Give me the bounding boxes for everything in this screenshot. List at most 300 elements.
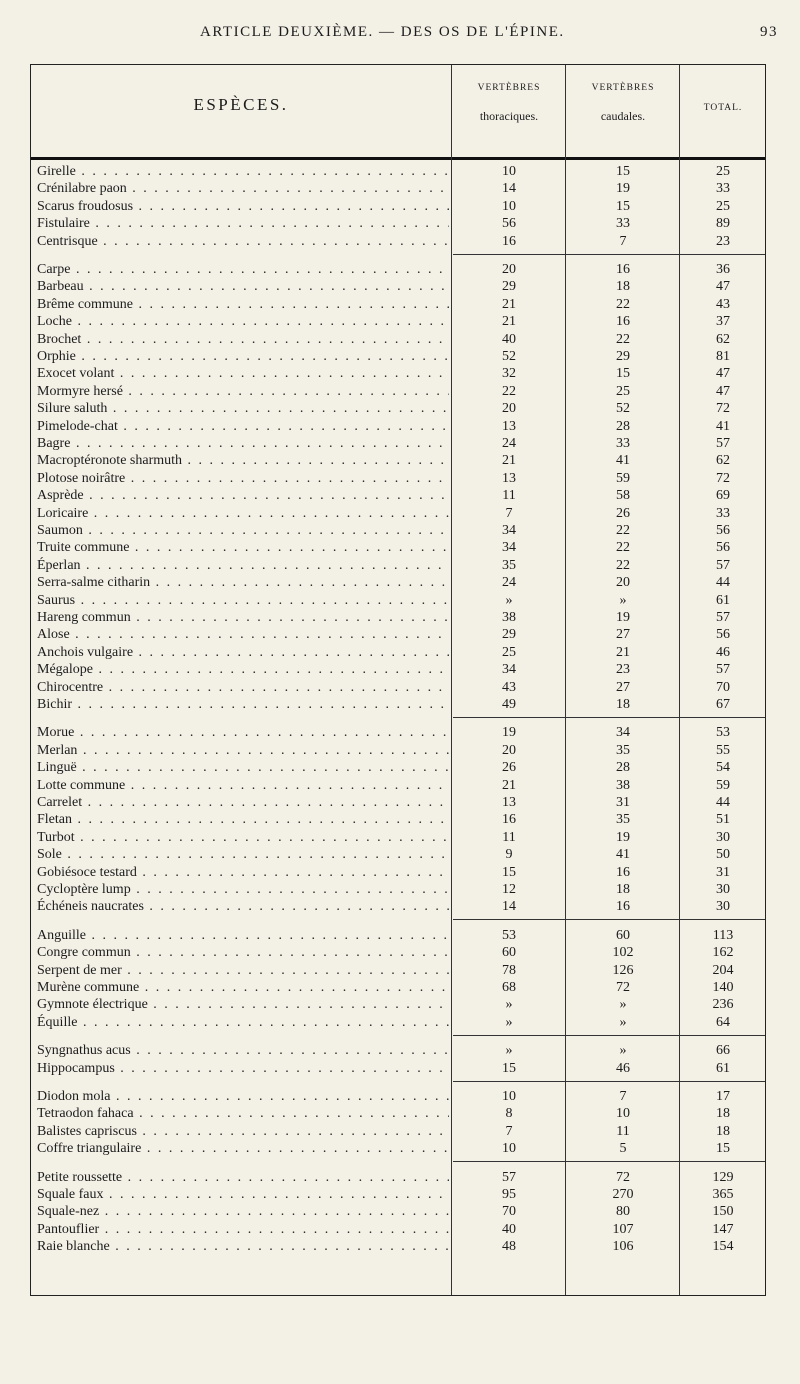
total-count: 147 bbox=[712, 1221, 734, 1237]
total-count: 41 bbox=[716, 418, 730, 434]
table-row bbox=[31, 759, 765, 776]
caudal-count: » bbox=[619, 997, 627, 1013]
species-name: Brême commune . . . bbox=[37, 296, 449, 313]
species-name: Loche . . . bbox=[37, 313, 449, 330]
species-name: Syngnathus acus . . . bbox=[37, 1042, 449, 1059]
table-row bbox=[31, 1140, 765, 1157]
group-separator bbox=[453, 1035, 765, 1036]
total-count: 140 bbox=[712, 980, 734, 995]
caudal-count: 22 bbox=[616, 557, 630, 573]
species-name: Lotte commune . . . bbox=[37, 777, 449, 794]
thoracic-count: 40 bbox=[502, 331, 516, 347]
total-count: 37 bbox=[716, 314, 730, 330]
caudal-count: 35 bbox=[616, 812, 630, 828]
table-row bbox=[31, 313, 765, 330]
table-row bbox=[31, 400, 765, 417]
caudal-count: 22 bbox=[616, 296, 630, 312]
thoracic-count: » bbox=[505, 592, 513, 608]
thoracic-count: 52 bbox=[502, 349, 516, 364]
table-row bbox=[31, 881, 765, 898]
caudal-count: 26 bbox=[616, 505, 630, 521]
thoracic-count: 40 bbox=[502, 1221, 516, 1237]
thoracic-count: 32 bbox=[502, 366, 516, 382]
caudal-count: 31 bbox=[616, 795, 630, 810]
table-row bbox=[31, 365, 765, 382]
species-name: Alose . . . bbox=[37, 626, 449, 643]
caudal-count: 27 bbox=[616, 679, 630, 695]
thoracic-count: 43 bbox=[502, 679, 516, 695]
species-name: Squale faux . . . bbox=[37, 1186, 449, 1203]
species-name: Saurus . . . bbox=[37, 592, 449, 609]
thoracic-count: 20 bbox=[502, 262, 516, 277]
thoracic-count: 12 bbox=[502, 882, 516, 897]
thoracic-count: 10 bbox=[502, 164, 516, 179]
thoracic-count: 68 bbox=[502, 980, 516, 995]
species-name: Sole . . . bbox=[37, 846, 449, 863]
table-row bbox=[31, 864, 765, 881]
species-column-header: ESPÈCES. bbox=[193, 95, 289, 114]
total-count: 47 bbox=[716, 279, 730, 295]
total-count: 81 bbox=[716, 349, 730, 364]
thoracic-count: 49 bbox=[502, 697, 516, 712]
caudal-count: » bbox=[619, 1043, 627, 1059]
species-name: Gobiésoce testard . . . bbox=[37, 864, 449, 881]
caudal-count: 19 bbox=[616, 610, 630, 625]
total-count: 56 bbox=[716, 627, 730, 643]
thoracic-count: 24 bbox=[502, 575, 516, 591]
caudal-column-header bbox=[567, 83, 679, 124]
species-name: Plotose noirâtre . . . bbox=[37, 470, 449, 487]
total-count: 236 bbox=[712, 997, 734, 1013]
thoracic-count: 21 bbox=[502, 777, 516, 793]
caudal-count: 106 bbox=[612, 1239, 634, 1255]
table-row bbox=[31, 418, 765, 435]
total-count: 72 bbox=[716, 401, 730, 417]
running-title: ARTICLE DEUXIÈME. — DES OS DE L'ÉPINE. bbox=[200, 24, 565, 40]
species-name: Raie blanche . . . bbox=[37, 1238, 449, 1255]
thoracic-count: » bbox=[505, 1043, 513, 1059]
table-header bbox=[31, 65, 765, 160]
total-count: 56 bbox=[716, 540, 730, 556]
caudal-count: 20 bbox=[616, 575, 630, 591]
total-count: 43 bbox=[716, 296, 730, 312]
species-name: Scarus froudosus . . . bbox=[37, 198, 449, 215]
thoracic-count: 16 bbox=[502, 233, 516, 249]
table-row bbox=[31, 233, 765, 250]
thoracic-count: 34 bbox=[502, 540, 516, 556]
species-name: Coffre triangulaire . . . bbox=[37, 1140, 449, 1157]
species-name: Exocet volant . . . bbox=[37, 365, 449, 382]
species-name: Cycloptère lump . . . bbox=[37, 881, 449, 898]
species-name: Loricaire . . . bbox=[37, 505, 449, 522]
group-separator bbox=[453, 254, 765, 255]
species-name: Silure saluth . . . bbox=[37, 400, 449, 417]
total-count: 62 bbox=[716, 331, 730, 347]
species-name: Girelle . . . bbox=[37, 163, 449, 180]
thoracic-count: 8 bbox=[505, 1106, 513, 1122]
table-row bbox=[31, 1203, 765, 1220]
table-row bbox=[31, 777, 765, 794]
table-row bbox=[31, 1169, 765, 1186]
thoracic-count: 15 bbox=[502, 1060, 516, 1076]
species-name: Serpent de mer . . . bbox=[37, 962, 449, 979]
group-separator bbox=[453, 1081, 765, 1082]
total-count: 61 bbox=[716, 1060, 730, 1076]
thoracic-count: 14 bbox=[502, 181, 516, 197]
thoracic-count: 16 bbox=[502, 812, 516, 828]
caudal-count: 270 bbox=[612, 1187, 634, 1202]
caudal-count: 15 bbox=[616, 198, 630, 214]
table-row bbox=[31, 296, 765, 313]
total-count: 30 bbox=[716, 829, 730, 845]
caudal-count: 33 bbox=[616, 216, 630, 232]
species-name: Tetraodon fahaca . . . bbox=[37, 1105, 449, 1122]
table-row bbox=[31, 1221, 765, 1238]
thoracic-count: 7 bbox=[505, 1123, 513, 1139]
total-count: 25 bbox=[716, 164, 730, 179]
total-count: 36 bbox=[716, 262, 730, 277]
thoracic-count: 53 bbox=[502, 927, 516, 943]
thoracic-header-top: VERTÈBRES bbox=[477, 83, 541, 93]
thoracic-count: 11 bbox=[502, 829, 516, 845]
caudal-count: 52 bbox=[616, 401, 630, 417]
species-name: Petite roussette . . . bbox=[37, 1169, 449, 1186]
total-count: 57 bbox=[716, 436, 730, 451]
total-count: 25 bbox=[716, 198, 730, 214]
caudal-count: 19 bbox=[616, 181, 630, 197]
group-separator bbox=[453, 717, 765, 718]
species-name: Brochet . . . bbox=[37, 331, 449, 348]
table-row bbox=[31, 962, 765, 979]
total-count: 56 bbox=[716, 523, 730, 538]
thoracic-column-header bbox=[453, 83, 565, 124]
species-name: Crénilabre paon . . . bbox=[37, 180, 449, 197]
caudal-count: 22 bbox=[616, 331, 630, 347]
table-row bbox=[31, 811, 765, 828]
species-name: Hareng commun . . . bbox=[37, 609, 449, 626]
table-row bbox=[31, 1123, 765, 1140]
caudal-count: 16 bbox=[616, 314, 630, 330]
table-row bbox=[31, 996, 765, 1013]
table-row bbox=[31, 1186, 765, 1203]
thoracic-count: 15 bbox=[502, 864, 516, 880]
running-head bbox=[0, 22, 800, 46]
table-row bbox=[31, 522, 765, 539]
species-name: Diodon mola . . . bbox=[37, 1088, 449, 1105]
caudal-count: » bbox=[619, 592, 627, 608]
total-count: 162 bbox=[712, 945, 734, 961]
thoracic-count: 19 bbox=[502, 725, 516, 741]
total-count: 204 bbox=[712, 962, 734, 978]
total-count: 30 bbox=[716, 899, 730, 915]
table-row bbox=[31, 927, 765, 944]
species-name: Serra-salme citharin . . . bbox=[37, 574, 449, 591]
total-count: 89 bbox=[716, 216, 730, 232]
thoracic-count: 7 bbox=[505, 505, 513, 521]
table-row bbox=[31, 829, 765, 846]
total-count: 23 bbox=[716, 233, 730, 249]
table-row bbox=[31, 1105, 765, 1122]
caudal-header-top: VERTÈBRES bbox=[591, 83, 655, 93]
total-count: 64 bbox=[716, 1014, 730, 1030]
thoracic-count: 29 bbox=[502, 627, 516, 643]
caudal-count: » bbox=[619, 1014, 627, 1030]
thoracic-count: 13 bbox=[502, 418, 516, 434]
total-count: 33 bbox=[716, 505, 730, 521]
table-row bbox=[31, 505, 765, 522]
thoracic-count: 21 bbox=[502, 296, 516, 312]
total-count: 47 bbox=[716, 383, 730, 399]
species-name: Linguë . . . bbox=[37, 759, 449, 776]
total-column-header: TOTAL. bbox=[703, 103, 743, 113]
total-count: 18 bbox=[716, 1106, 730, 1122]
species-name: Mormyre hersé . . . bbox=[37, 383, 449, 400]
table-row bbox=[31, 180, 765, 197]
table-row bbox=[31, 539, 765, 556]
caudal-count: 126 bbox=[612, 962, 634, 978]
caudal-count: 22 bbox=[616, 540, 630, 556]
thoracic-count: » bbox=[505, 1014, 513, 1030]
total-count: 154 bbox=[712, 1239, 734, 1255]
table-row bbox=[31, 1060, 765, 1077]
total-count: 70 bbox=[716, 679, 730, 695]
thoracic-count: 34 bbox=[502, 523, 516, 538]
total-count: 18 bbox=[716, 1123, 730, 1139]
species-name: Saumon . . . bbox=[37, 522, 449, 539]
caudal-count: 60 bbox=[616, 927, 630, 943]
table-row bbox=[31, 163, 765, 180]
table-row bbox=[31, 215, 765, 232]
table-row bbox=[31, 1088, 765, 1105]
species-name: Centrisque . . . bbox=[37, 233, 449, 250]
table-row bbox=[31, 557, 765, 574]
total-count: 55 bbox=[716, 742, 730, 758]
species-name: Orphie . . . bbox=[37, 348, 449, 365]
total-count: 54 bbox=[716, 760, 730, 776]
thoracic-count: 29 bbox=[502, 279, 516, 295]
species-name: Macroptéronote sharmuth . . . bbox=[37, 452, 449, 469]
table-row bbox=[31, 661, 765, 678]
species-name: Échéneis naucrates . . . bbox=[37, 898, 449, 915]
caudal-count: 10 bbox=[616, 1106, 630, 1122]
caudal-count: 41 bbox=[616, 453, 630, 469]
table-row bbox=[31, 452, 765, 469]
species-name: Asprède . . . bbox=[37, 487, 449, 504]
total-count: 33 bbox=[716, 181, 730, 197]
thoracic-count: 95 bbox=[502, 1187, 516, 1202]
caudal-count: 16 bbox=[616, 262, 630, 277]
species-name: Pantouflier . . . bbox=[37, 1221, 449, 1238]
caudal-count: 29 bbox=[616, 349, 630, 364]
species-name: Anchois vulgaire . . . bbox=[37, 644, 449, 661]
caudal-count: 18 bbox=[616, 279, 630, 295]
caudal-count: 72 bbox=[616, 1169, 630, 1185]
caudal-count: 15 bbox=[616, 366, 630, 382]
table-row bbox=[31, 846, 765, 863]
total-count: 69 bbox=[716, 488, 730, 504]
table-row bbox=[31, 724, 765, 741]
thoracic-count: 14 bbox=[502, 899, 516, 915]
species-name: Équille . . . bbox=[37, 1014, 449, 1031]
species-name: Anguille . . . bbox=[37, 927, 449, 944]
species-name: Merlan . . . bbox=[37, 742, 449, 759]
caudal-count: 5 bbox=[619, 1141, 627, 1157]
thoracic-count: 70 bbox=[502, 1204, 516, 1220]
thoracic-count: 26 bbox=[502, 760, 516, 776]
caudal-count: 25 bbox=[616, 383, 630, 399]
caudal-count: 11 bbox=[616, 1123, 630, 1139]
total-count: 46 bbox=[716, 644, 730, 660]
total-count: 59 bbox=[716, 777, 730, 793]
total-count: 150 bbox=[712, 1204, 734, 1220]
caudal-count: 16 bbox=[616, 864, 630, 880]
table-row bbox=[31, 383, 765, 400]
species-name: Hippocampus . . . bbox=[37, 1060, 449, 1077]
total-count: 62 bbox=[716, 453, 730, 469]
group-separator bbox=[453, 919, 765, 920]
thoracic-count: 78 bbox=[502, 962, 516, 978]
total-count: 66 bbox=[716, 1043, 730, 1059]
caudal-count: 28 bbox=[616, 418, 630, 434]
total-count: 30 bbox=[716, 882, 730, 897]
species-name: Barbeau . . . bbox=[37, 278, 449, 295]
table-row bbox=[31, 679, 765, 696]
caudal-count: 19 bbox=[616, 829, 630, 845]
caudal-count: 18 bbox=[616, 882, 630, 897]
thoracic-count: 9 bbox=[505, 847, 513, 863]
caudal-count: 80 bbox=[616, 1204, 630, 1220]
thoracic-count: 60 bbox=[502, 945, 516, 961]
species-name: Truite commune . . . bbox=[37, 539, 449, 556]
table-row bbox=[31, 198, 765, 215]
total-count: 51 bbox=[716, 812, 730, 828]
total-count: 31 bbox=[716, 864, 730, 880]
species-name: Pimelode-chat . . . bbox=[37, 418, 449, 435]
species-name: Mégalope . . . bbox=[37, 661, 449, 678]
table-row bbox=[31, 794, 765, 811]
total-count: 57 bbox=[716, 662, 730, 678]
species-name: Bichir . . . bbox=[37, 696, 449, 713]
species-name: Chirocentre . . . bbox=[37, 679, 449, 696]
thoracic-count: 48 bbox=[502, 1239, 516, 1255]
table-row bbox=[31, 696, 765, 713]
table-row bbox=[31, 898, 765, 915]
caudal-count: 16 bbox=[616, 899, 630, 915]
thoracic-count: 20 bbox=[502, 742, 516, 758]
caudal-count: 34 bbox=[616, 725, 630, 741]
total-count: 15 bbox=[716, 1141, 730, 1157]
thoracic-count: 35 bbox=[502, 557, 516, 573]
vertebrae-table bbox=[30, 64, 766, 1296]
thoracic-count: 56 bbox=[502, 216, 516, 232]
table-row bbox=[31, 470, 765, 487]
caudal-count: 7 bbox=[619, 233, 627, 249]
species-name: Fletan . . . bbox=[37, 811, 449, 828]
total-count: 44 bbox=[716, 575, 730, 591]
caudal-count: 28 bbox=[616, 760, 630, 776]
table-row bbox=[31, 261, 765, 278]
total-count: 47 bbox=[716, 366, 730, 382]
total-count: 365 bbox=[712, 1187, 734, 1202]
caudal-count: 41 bbox=[616, 847, 630, 863]
total-count: 50 bbox=[716, 847, 730, 863]
thoracic-count: 25 bbox=[502, 644, 516, 660]
species-name: Murène commune . . . bbox=[37, 979, 449, 996]
caudal-count: 46 bbox=[616, 1060, 630, 1076]
thoracic-count: 21 bbox=[502, 314, 516, 330]
thoracic-count: 34 bbox=[502, 662, 516, 678]
table-row bbox=[31, 487, 765, 504]
caudal-count: 15 bbox=[616, 164, 630, 179]
thoracic-count: 22 bbox=[502, 383, 516, 399]
table-row bbox=[31, 944, 765, 961]
total-count: 17 bbox=[716, 1089, 730, 1104]
thoracic-count: 10 bbox=[502, 198, 516, 214]
thoracic-count: 10 bbox=[502, 1089, 516, 1104]
table-row bbox=[31, 592, 765, 609]
total-count: 129 bbox=[712, 1169, 734, 1185]
table-row bbox=[31, 348, 765, 365]
total-count: 44 bbox=[716, 795, 730, 810]
total-count: 72 bbox=[716, 470, 730, 486]
table-row bbox=[31, 1014, 765, 1031]
caudal-count: 21 bbox=[616, 644, 630, 660]
species-name: Congre commun . . . bbox=[37, 944, 449, 961]
table-row bbox=[31, 331, 765, 348]
species-name: Carrelet . . . bbox=[37, 794, 449, 811]
table-row bbox=[31, 435, 765, 452]
page-number: 93 bbox=[760, 24, 778, 40]
caudal-header-sub: caudales. bbox=[600, 109, 646, 123]
caudal-count: 38 bbox=[616, 777, 630, 793]
species-name: Squale-nez . . . bbox=[37, 1203, 449, 1220]
thoracic-count: 21 bbox=[502, 453, 516, 469]
species-name: Gymnote électrique . . . bbox=[37, 996, 449, 1013]
species-name: Balistes capriscus . . . bbox=[37, 1123, 449, 1140]
total-count: 113 bbox=[712, 927, 734, 943]
thoracic-count: » bbox=[505, 997, 513, 1013]
species-name: Fistulaire . . . bbox=[37, 215, 449, 232]
caudal-count: 102 bbox=[612, 945, 634, 961]
caudal-count: 22 bbox=[616, 523, 630, 538]
species-name: Morue . . . bbox=[37, 724, 449, 741]
table-row bbox=[31, 609, 765, 626]
group-separator bbox=[453, 1161, 765, 1162]
total-count: 67 bbox=[716, 697, 730, 712]
thoracic-count: 10 bbox=[502, 1141, 516, 1157]
species-name: Éperlan . . . bbox=[37, 557, 449, 574]
caudal-count: 27 bbox=[616, 627, 630, 643]
total-count: 57 bbox=[716, 557, 730, 573]
total-count: 57 bbox=[716, 610, 730, 625]
table-row bbox=[31, 278, 765, 295]
species-name: Turbot . . . bbox=[37, 829, 449, 846]
caudal-count: 18 bbox=[616, 697, 630, 712]
thoracic-count: 20 bbox=[502, 401, 516, 417]
thoracic-count: 57 bbox=[502, 1169, 516, 1185]
species-name: Bagre . . . bbox=[37, 435, 449, 452]
thoracic-count: 11 bbox=[502, 488, 516, 504]
caudal-count: 107 bbox=[612, 1221, 634, 1237]
table-row bbox=[31, 574, 765, 591]
caudal-count: 33 bbox=[616, 436, 630, 451]
caudal-count: 23 bbox=[616, 662, 630, 678]
thoracic-count: 24 bbox=[502, 436, 516, 451]
total-count: 53 bbox=[716, 725, 730, 741]
table-row bbox=[31, 1042, 765, 1059]
caudal-count: 72 bbox=[616, 980, 630, 995]
table-row bbox=[31, 1238, 765, 1255]
